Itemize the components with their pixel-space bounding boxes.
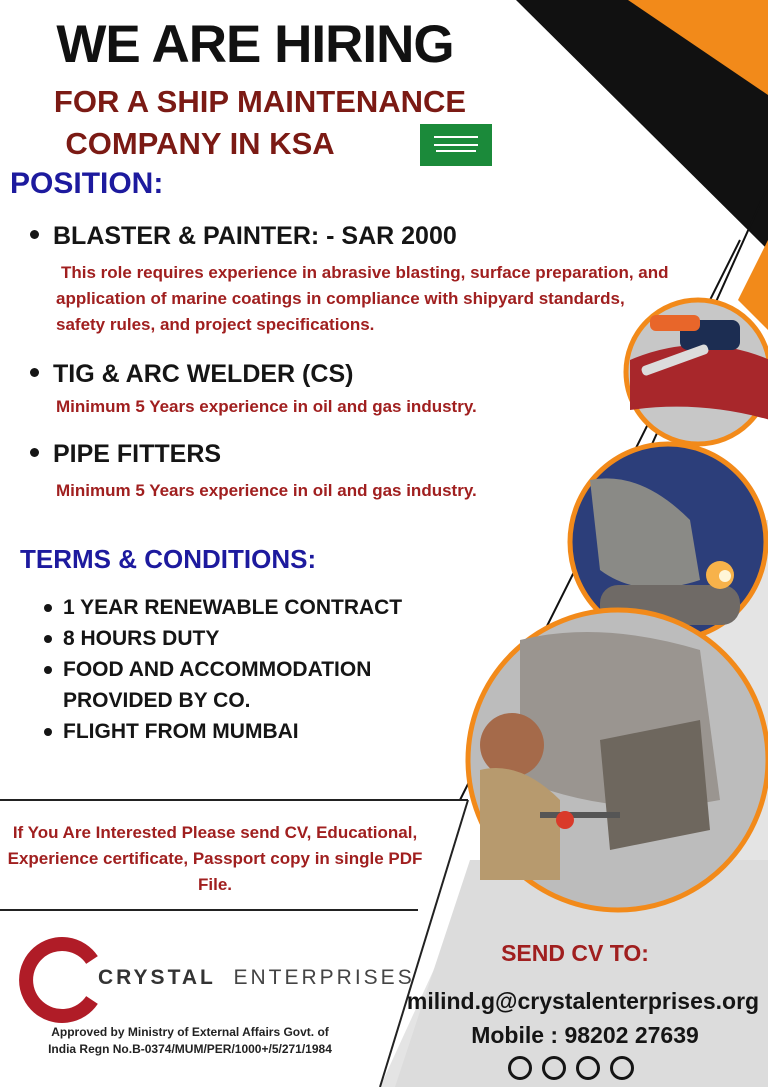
term-item (44, 654, 464, 716)
social-icon-2[interactable] (542, 1056, 566, 1080)
send-cv-heading: SEND CV TO: (501, 940, 649, 966)
saudi-flag-icon (420, 124, 492, 166)
term-text: FOOD AND ACCOMMODATION PROVIDED BY CO. (63, 658, 372, 712)
bullet-icon (44, 604, 52, 612)
social-icon-4[interactable] (610, 1056, 634, 1080)
terms-heading: TERMS & CONDITIONS: (20, 544, 317, 574)
term-item (44, 592, 464, 623)
job-title-blaster (30, 222, 457, 251)
terms-list (44, 592, 464, 747)
contact-mobile[interactable]: Mobile : 98202 27639 (471, 1022, 699, 1048)
page-title: WE ARE HIRING (56, 15, 454, 74)
bullet-icon (30, 368, 39, 377)
company-name (98, 966, 415, 990)
social-icon-3[interactable] (576, 1056, 600, 1080)
job-title-text: TIG & ARC WELDER (CS) (53, 360, 354, 388)
job-title-text: BLASTER & PAINTER: - SAR 2000 (53, 222, 457, 250)
subtitle-line1: FOR A SHIP MAINTENANCE (53, 84, 467, 119)
crystal-logo (26, 944, 95, 1016)
approval-line2: India Regn No.B-0374/MUM/PER/1000+/5/271/1984 (48, 1042, 332, 1056)
company-name-part2: ENTERPRISES (233, 966, 415, 989)
job-desc-welder: Minimum 5 Years experience in oil and gas industry. (56, 397, 477, 416)
term-item (44, 716, 464, 747)
social-icon-1[interactable] (508, 1056, 532, 1080)
blaster-photo (468, 610, 768, 910)
contact-email[interactable]: milind.g@crystalenterprises.org (406, 988, 760, 1014)
bullet-icon (30, 448, 39, 457)
interest-note: If You Are Interested Please send CV, Educational, Experience certificate, Passport copy in single PDF File. (7, 823, 423, 894)
company-name-part1: CRYSTAL (98, 966, 216, 989)
subtitle-line2: COMPANY IN KSA (65, 126, 335, 161)
job-title-text: PIPE FITTERS (53, 440, 222, 468)
approval-text (0, 1024, 380, 1058)
position-heading: POSITION: (10, 167, 164, 200)
approval-line1: Approved by Ministry of External Affairs Govt. of (51, 1025, 329, 1039)
term-item (44, 623, 464, 654)
bullet-icon (30, 230, 39, 239)
term-text: FLIGHT FROM MUMBAI (63, 720, 299, 743)
job-title-welder (30, 360, 353, 389)
bullet-icon (44, 635, 52, 643)
bullet-icon (44, 728, 52, 736)
job-desc-blaster: This role requires experience in abrasive blasting, surface preparation, and application of marine coatings in compliance with shipyard standards, safety rules, and project specifications. (56, 263, 669, 334)
social-icons (508, 1056, 648, 1080)
job-title-pipefitter (30, 440, 221, 469)
term-text: 1 YEAR RENEWABLE CONTRACT (63, 596, 403, 619)
term-text: 8 HOURS DUTY (63, 627, 220, 650)
job-desc-pipefitter: Minimum 5 Years experience in oil and gas industry. (56, 481, 477, 500)
bullet-icon (44, 666, 52, 674)
